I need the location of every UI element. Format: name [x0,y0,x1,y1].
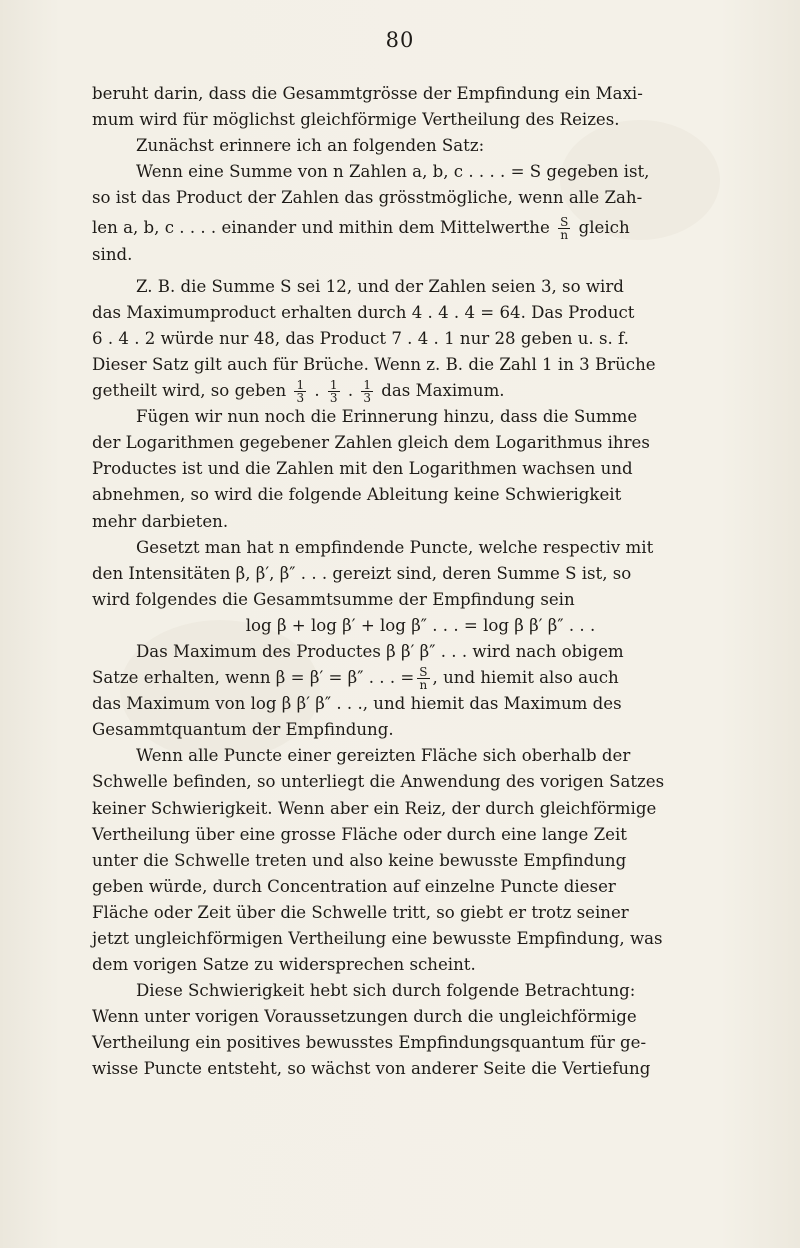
page-number: 80 [385,28,415,52]
text-line: Dieser Satz gilt auch für Brüche. Wenn z. B. die Zahl 1 in 3 Brüche [92,354,656,374]
text-line: wird folgendes die Gesammtsumme der Empfindung sein [92,589,575,609]
fraction-denominator: n [560,228,569,243]
text-line: Vertheilung über eine grosse Fläche oder durch eine lange Zeit [92,824,627,844]
text-segment: getheilt wird, so geben [92,381,287,401]
text-line: Wenn alle Puncte einer gereizten Fläche sich oberhalb der [136,746,631,766]
fraction-numerator: 1 [363,378,372,393]
fraction-denominator: n [419,678,428,693]
fraction-numerator: S [560,215,569,230]
text-line: keiner Schwierigkeit. Wenn aber ein Reiz, der durch gleichförmige [92,798,657,818]
formula-line: log β + log β′ + log β″ . . . = log β β′ β″ . . . [245,615,596,635]
text-segment: len a, b, c . . . . einander und mithin dem Mittelwerthe [92,218,550,238]
fraction-numerator: 1 [296,378,305,393]
fraction-numerator: 1 [329,378,338,393]
text-line: sind. [92,244,133,264]
text-line: Gesetzt man hat n empfindende Puncte, welche respectiv mit [136,537,654,557]
fraction-s-over-n [558,216,570,241]
fraction-third [294,379,306,404]
text-line: Schwelle befinden, so unterliegt die Anwendung des vorigen Satzes [92,772,665,792]
text-line: Das Maximum des Productes β β′ β″ . . . wird nach obigem [136,641,624,661]
text-line: dem vorigen Satze zu widersprechen scheint. [92,955,476,975]
text-line: abnehmen, so wird die folgende Ableitung keine Schwierigkeit [92,485,622,505]
text-line: Vertheilung ein positives bewusstes Empfindungsquantum für ge- [92,1033,647,1053]
text-line: Fügen wir nun noch die Erinnerung hinzu, dass die Summe [136,407,638,427]
text-line: beruht darin, dass die Gesammtgrösse der Empfindung ein Maxi- [92,84,643,103]
text-line: getheilt wird, so geben $\frac{1}{3}$ . $\frac{1}{3}$ . $\frac{1}{3}$ das Maximum. [92,378,505,406]
text-segment: Satze erhalten, wenn β = β′ = β″ . . . = [92,668,415,688]
text-line: geben würde, durch Concentration auf einzelne Puncte dieser [92,876,616,896]
text-line: Z. B. die Summe S sei 12, und der Zahlen seien 3, so wird [136,276,624,296]
fraction-numerator: S [419,665,428,680]
text-line: Zunächst erinnere ich an folgenden Satz: [136,136,485,156]
text-line: Productes ist und die Zahlen mit den Logarithmen wachsen und [92,459,633,479]
text-line: das Maximumproduct erhalten durch 4 . 4 . 4 = 64. Das Product [92,302,635,322]
fraction-denominator: 3 [363,391,372,406]
text-segment: , und hiemit also auch [432,668,619,688]
text-line: jetzt ungleichförmigen Vertheilung eine bewusste Empfindung, was [92,929,663,948]
fraction-denominator: 3 [329,391,338,406]
text-line: Fläche oder Zeit über die Schwelle tritt, so giebt er trotz seiner [92,902,629,922]
text-line: wisse Puncte entsteht, so wächst von anderer Seite die Vertiefung [92,1059,651,1079]
text-line: das Maximum von log β β′ β″ . . ., und hiemit das Maximum des [92,694,622,714]
text-line: 6 . 4 . 2 würde nur 48, das Product 7 . 4 . 1 nur 28 geben u. s. f. [92,328,629,348]
fraction-third [328,379,340,404]
fraction-denominator: 3 [296,391,305,406]
text-segment: gleich [578,218,630,238]
text-line: Wenn unter vorigen Voraussetzungen durch die ungleichförmige [92,1007,637,1027]
fraction-third [361,379,373,404]
text-line: so ist das Product der Zahlen das grösstmögliche, wenn alle Zah- [92,188,643,208]
text-line: Gesammtquantum der Empfindung. [92,720,394,740]
text-line: Diese Schwierigkeit hebt sich durch folgende Betrachtung: [136,981,636,1001]
body-text [92,81,719,1083]
text-line: der Logarithmen gegebener Zahlen gleich dem Logarithmus ihres [92,433,650,453]
fraction-s-over-n [417,666,429,691]
text-line: den Intensitäten β, β′, β″ . . . gereizt sind, deren Summe S ist, so [92,563,632,583]
text-line: mum wird für möglichst gleichförmige Vertheilung des Reizes. [92,110,620,130]
text-line: mehr darbieten. [92,511,229,531]
text-line [92,215,719,241]
text-line: unter die Schwelle treten und also keine bewusste Empfindung [92,850,627,870]
text-segment: das Maximum. [381,381,505,401]
text-line: Wenn eine Summe von n Zahlen a, b, c . . . . = S gegeben ist, [136,162,650,182]
text-line [92,665,719,691]
